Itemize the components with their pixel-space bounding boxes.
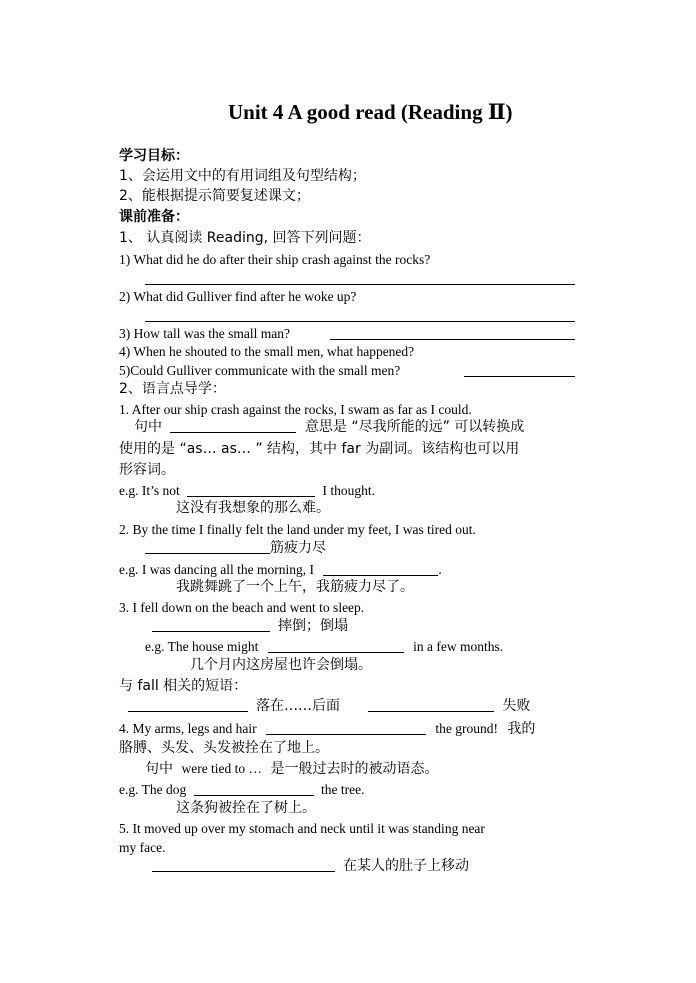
point-3-example [145, 638, 503, 655]
point-4-start: 4. My arms, legs and hair [119, 721, 257, 736]
point-2-eg-end: . [438, 562, 442, 577]
answer-line-q3[interactable] [330, 339, 575, 340]
point-1-eg-end: I thought. [322, 483, 375, 498]
point-5-phrase-line [152, 857, 469, 875]
point-2-eg-start: e.g. I was dancing all the morning, I [119, 562, 314, 577]
point-4-note-pre: 句中 [145, 761, 173, 777]
objective-item-1: 1、会运用文中的有用词组及句型结构； [119, 168, 366, 184]
point-4-note-post: 是一般过去时的被动语态。 [270, 761, 439, 777]
point-2-phrase: 筋疲力尽 [270, 540, 326, 556]
blank-p1-phrase[interactable] [170, 419, 296, 433]
answer-line-q1[interactable] [145, 284, 575, 285]
point-1-pre: 句中 [134, 419, 162, 435]
answer-line-q5[interactable] [464, 376, 575, 377]
point-3-eg-start: e.g. The house might [145, 639, 259, 654]
blank-fall-fail[interactable] [368, 698, 494, 712]
fall-phrase-2: 失败 [502, 698, 531, 714]
point-2-translation: 我跳舞跳了一个上午，我筋疲力尽了。 [176, 579, 414, 595]
point-4-cn-tail: 我的 [507, 721, 536, 737]
point-3-phrase: 摔倒；倒塌 [278, 618, 348, 634]
point-4-eg-translation: 这条狗被拴在了树上。 [176, 800, 316, 816]
blank-p2-phrase[interactable] [145, 540, 270, 554]
point-1-sentence: 1. After our ship crash against the rocks, I swam as far as I could. [119, 402, 472, 417]
question-4: 4) When he shouted to the small men, what happened? [119, 344, 415, 359]
page-title: Unit 4 A good read (Reading Ⅱ) [228, 100, 513, 124]
point-3-translation: 几个月内这房屋也许会倒塌。 [190, 657, 372, 673]
blank-p1-example[interactable] [187, 483, 315, 497]
point-5-phrase: 在某人的肚子上移动 [343, 858, 469, 874]
fall-related-heading: 与 fall 相关的短语： [119, 678, 248, 694]
point-2-phrase-line [145, 539, 326, 557]
point-3-phrase-line [152, 617, 348, 635]
blank-p4-example[interactable] [194, 782, 314, 796]
blank-p2-example[interactable] [323, 562, 438, 576]
point-1-translation: 这没有我想象的那么难。 [176, 500, 330, 516]
question-1: 1) What did he do after their ship crash against the rocks? [119, 252, 431, 267]
point-3-eg-end: in a few months. [413, 639, 504, 654]
point-5-sentence: 5. It moved up over my stomach and neck until it was standing near [119, 821, 485, 836]
point-5-sentence-cont: my face. [119, 840, 166, 855]
blank-p5-phrase[interactable] [152, 858, 335, 872]
task-1-instruction: 1、 认真阅读 Reading, 回答下列问题： [119, 230, 371, 246]
point-4-note [145, 760, 439, 778]
point-1-line2: 使用的是 “as… as… ” 结构，其中 far 为副词。该结构也可以用 [119, 441, 520, 457]
prep-heading: 课前准备： [119, 209, 189, 225]
point-3-sentence: 3. I fell down on the beach and went to sleep. [119, 600, 365, 615]
point-4-eg-start: e.g. The dog [119, 782, 187, 797]
question-5: 5)Could Gulliver communicate with the small men? [119, 363, 401, 378]
point-4-eg-end: the tree. [321, 782, 365, 797]
objectives-heading: 学习目标： [119, 148, 189, 164]
point-4-note-en: were tied to … [181, 761, 263, 776]
blank-p3-phrase[interactable] [152, 618, 270, 632]
point-2-example [119, 561, 442, 578]
point-1-line3: 形容词。 [119, 462, 175, 478]
question-2: 2) What did Gulliver find after he woke up? [119, 289, 357, 304]
fall-phrases-line [128, 697, 530, 715]
point-1-explanation [134, 418, 524, 436]
point-4-example [119, 781, 364, 798]
blank-p3-example[interactable] [268, 639, 404, 653]
fall-phrase-1: 落在……后面 [256, 698, 340, 714]
answer-line-q2[interactable] [145, 321, 575, 322]
blank-fall-behind[interactable] [128, 698, 248, 712]
question-3: 3) How tall was the small man? [119, 326, 290, 341]
point-1-example [119, 482, 375, 499]
point-4-end: the ground! [435, 721, 498, 736]
point-2-sentence: 2. By the time I finally felt the land under my feet, I was tired out. [119, 522, 476, 537]
point-4-translation: 胳膊、头发、头发被拴在了地上。 [119, 740, 329, 756]
point-1-post: 意思是 “尽我所能的远” 可以转换成 [304, 419, 525, 435]
objective-item-2: 2、能根据提示简要复述课文； [119, 188, 310, 204]
blank-p4-phrase[interactable] [266, 721, 426, 735]
task-2-heading: 2、语言点导学： [119, 381, 226, 397]
point-4-sentence [119, 720, 535, 738]
point-1-eg-start: e.g. It’s not [119, 483, 180, 498]
